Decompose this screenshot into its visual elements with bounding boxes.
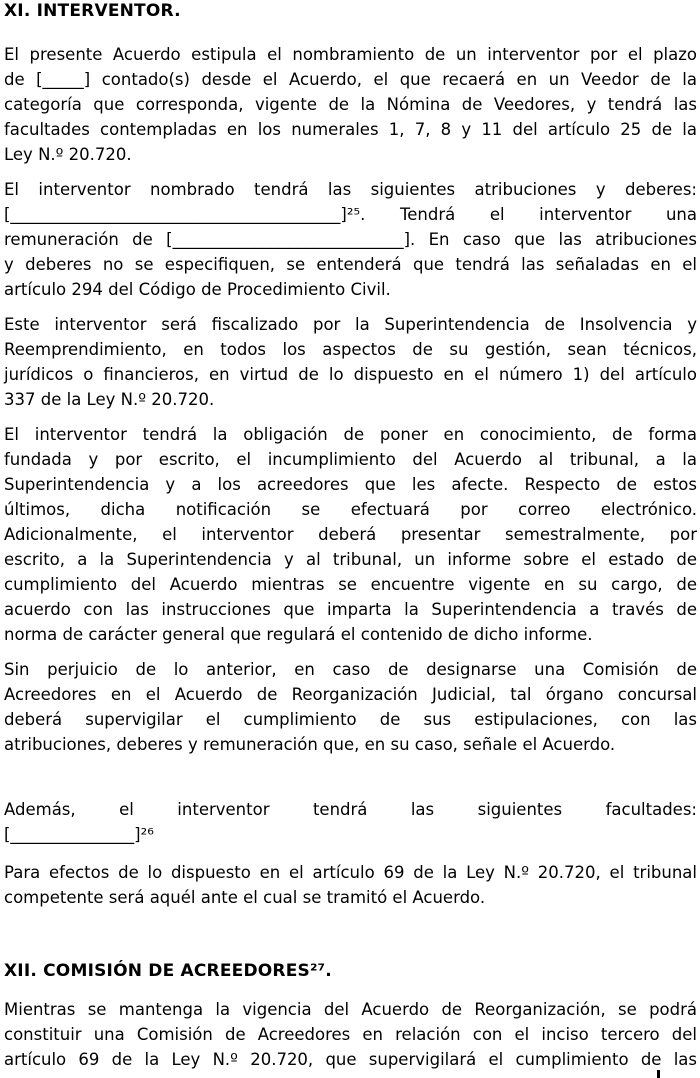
text-line: deberá supervigilar el cumplimiento de sus estipulaciones, con las [4,710,697,729]
paragraph [4,177,697,302]
text-line: artículo 294 del Código de Procedimiento Civil. [4,280,391,299]
text-line: últimos, dicha notificación se efectuará por correo electrónico. [4,500,697,519]
paragraph [4,797,697,847]
text-line: Ley N.º 20.720. [4,145,132,164]
text-line: El presente Acuerdo estipula el nombramiento de un interventor por el plazo [4,45,697,64]
text-line: El interventor tendrá la obligación de poner en conocimiento, de forma [4,425,697,444]
paragraph [4,422,697,647]
text-line: facultades contempladas en los numerales 1, 7, 8 y 11 del artículo 25 de la [4,120,697,139]
text-line: Además, el interventor tendrá las siguientes facultades: [4,800,697,819]
text-line: remuneración de [____________________________]. En caso que las atribuciones [4,230,697,249]
section-heading: XI. INTERVENTOR. [4,1,181,21]
text-line: Superintendencia y a los acreedores que les afecte. Respecto de estos [4,475,697,494]
text-line: [________________________________________]²⁵. Tendrá el interventor una [4,205,697,224]
text-line: Sin perjuicio de lo anterior, en caso de designarse una Comisión de [4,660,697,679]
text-line: Para efectos de lo dispuesto en el artículo 69 de la Ley N.º 20.720, el tribunal [4,863,697,882]
text-line: artículo 69 de la Ley N.º 20.720, que supervigilará el cumplimiento de las [4,1050,697,1069]
text-line: atribuciones, deberes y remuneración que, en su caso, señale el Acuerdo. [4,735,616,754]
text-line: Acreedores en el Acuerdo de Reorganización Judicial, tal órgano concursal [4,685,697,704]
text-line: cumplimiento del Acuerdo mientras se encuentre vigente en su cargo, de [4,575,697,594]
text-line: acuerdo con las instrucciones que imparta la Superintendencia a través de [4,600,697,619]
text-line: El interventor nombrado tendrá las siguientes atribuciones y deberes: [4,180,697,199]
cutoff-character-fragment [657,1070,660,1078]
text-line: norma de carácter general que regulará el contenido de dicho informe. [4,625,593,644]
text-line: fundada y por escrito, el incumplimiento del Acuerdo al tribunal, a la [4,450,697,469]
paragraph [4,860,697,910]
text-line: Este interventor será fiscalizado por la Superintendencia de Insolvencia y [4,315,697,334]
paragraph [4,657,697,757]
text-line: competente será aquél ante el cual se tramitó el Acuerdo. [4,888,486,907]
text-line: escrito, a la Superintendencia y al tribunal, un informe sobre el estado de [4,550,697,569]
paragraph [4,42,697,167]
text-line: constituir una Comisión de Acreedores en relación con el inciso tercero del [4,1025,697,1044]
text-line: y deberes no se especifiquen, se entenderá que tendrá las señaladas en el [4,255,697,274]
text-line: Reemprendimiento, en todos los aspectos de su gestión, sean técnicos, [4,340,697,359]
text-line: Mientras se mantenga la vigencia del Acuerdo de Reorganización, se podrá [4,1000,697,1019]
text-line: de [_____] contado(s) desde el Acuerdo, el que recaerá en un Veedor de la [4,70,697,89]
paragraph [4,312,697,412]
text-line: [_______________]²⁶ [4,825,154,844]
text-line: jurídicos o financieros, en virtud de lo dispuesto en el número 1) del artículo [4,365,697,384]
paragraph [4,997,697,1072]
section-heading: XII. COMISIÓN DE ACREEDORES²⁷. [4,961,332,981]
text-line: categoría que corresponda, vigente de la Nómina de Veedores, y tendrá las [4,95,697,114]
text-line: Adicionalmente, el interventor deberá presentar semestralmente, por [4,525,697,544]
text-line: 337 de la Ley N.º 20.720. [4,390,215,409]
